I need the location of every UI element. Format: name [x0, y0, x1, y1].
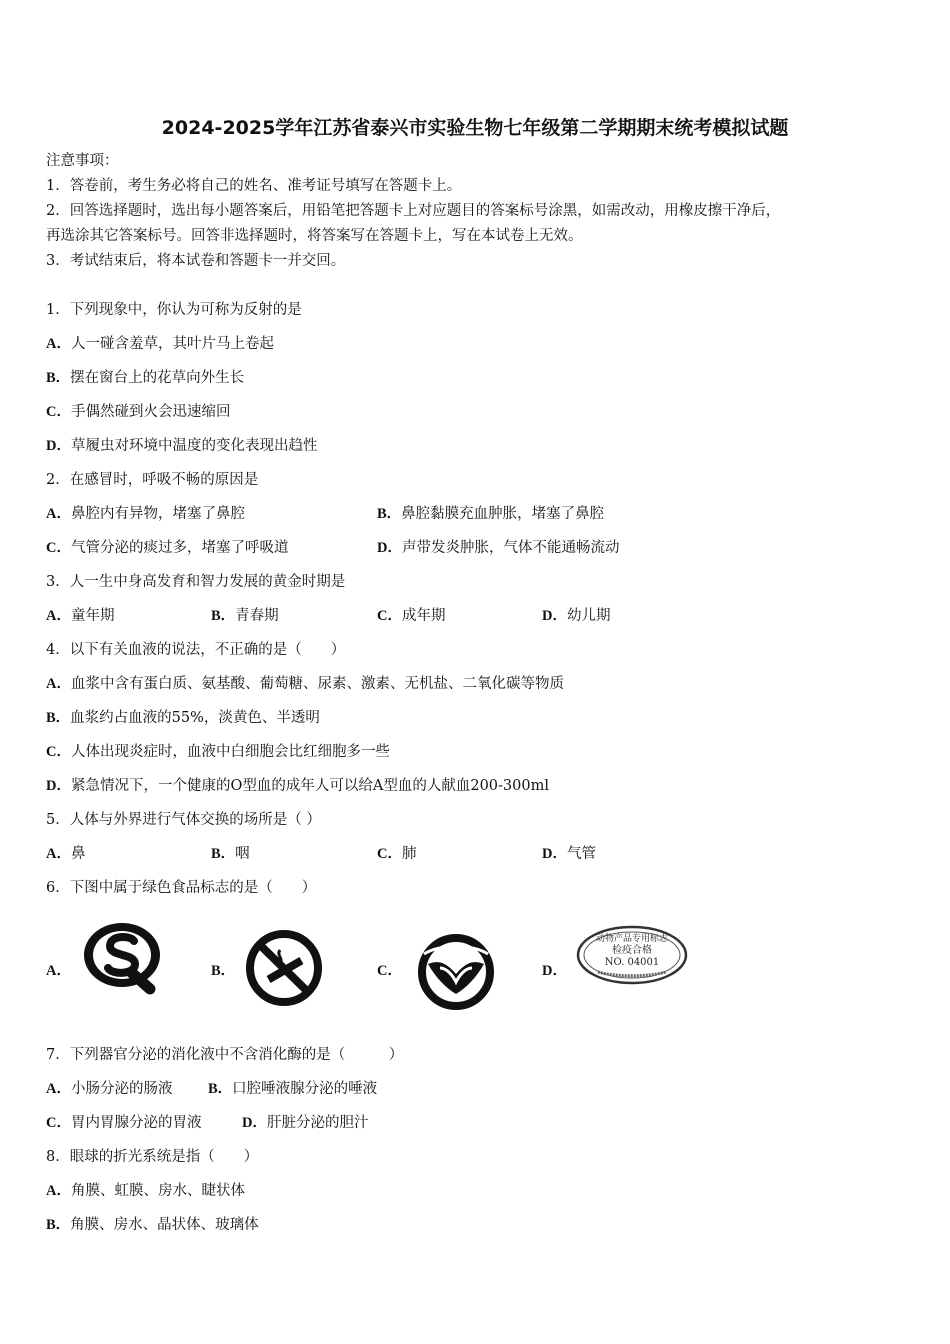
q2-option-a	[46, 504, 245, 524]
stamp-line: NO. 04001	[604, 957, 660, 968]
q2-option-c	[46, 538, 288, 558]
option-key: C．	[377, 963, 402, 979]
question-7-stem: 7．下列器官分泌的消化液中不含消化酶的是（ ）	[46, 1047, 404, 1063]
option-text: 童年期	[70, 608, 115, 624]
q1-option-b	[46, 368, 244, 388]
question-3-stem: 3．人一生中身高发育和智力发展的黄金时期是	[46, 574, 346, 590]
notice-line: 1．答卷前，考生务必将自己的姓名、准考证号填写在答题卡上。	[46, 178, 462, 194]
q3-option-a	[46, 606, 114, 626]
option-text: 血浆中含有蛋白质、氨基酸、葡萄糖、尿素、激素、无机盐、二氧化碳等物质	[70, 676, 564, 692]
option-key: B．	[46, 1217, 71, 1233]
option-key: D．	[542, 608, 567, 624]
q8-option-a	[46, 1181, 245, 1201]
q1-option-c	[46, 402, 230, 422]
q5-option-d	[542, 844, 596, 864]
option-key: C．	[377, 846, 402, 862]
q6-option-b-key	[211, 961, 235, 981]
option-text: 人一碰含羞草，其叶片马上卷起	[70, 336, 274, 352]
q2-option-d	[377, 538, 619, 558]
option-text: 胃内胃腺分泌的胃液	[70, 1115, 202, 1131]
notice-line: 再选涂其它答案标号。回答非选择题时，将答案写在答题卡上，写在本试卷上无效。	[46, 228, 583, 244]
option-key: B．	[377, 506, 402, 522]
q5-option-b	[211, 844, 250, 864]
q7-option-b	[208, 1079, 377, 1099]
stamp-line: 动物产品专用标志	[595, 934, 668, 944]
q7-option-c	[46, 1113, 201, 1133]
option-text: 紧急情况下，一个健康的O型血的成年人可以给A型血的人献血200-300ml	[70, 778, 549, 794]
option-text: 手偶然碰到火会迅速缩回	[70, 404, 231, 420]
question-8-stem: 8．眼球的折光系统是指（ ）	[46, 1149, 259, 1165]
notice-line: 2．回答选择题时，选出每小题答案后，用铅笔把答题卡上对应题目的答案标号涂黑，如需改动，用橡皮擦干净后，	[46, 203, 781, 219]
option-text: 草履虫对环境中温度的变化表现出趋性	[70, 438, 318, 454]
option-text: 角膜、虹膜、房水、睫状体	[70, 1183, 245, 1199]
option-text: 鼻	[70, 846, 86, 862]
q7-option-d	[242, 1113, 368, 1133]
question-1-stem: 1．下列现象中，你认为可称为反射的是	[46, 302, 302, 318]
option-key: D．	[242, 1115, 267, 1131]
q1-option-a	[46, 334, 274, 354]
question-6-stem: 6．下图中属于绿色食品标志的是（ ）	[46, 880, 317, 896]
option-key: C．	[46, 744, 71, 760]
no-smoking-icon	[240, 930, 330, 1006]
option-text: 鼻腔黏膜充血肿胀，堵塞了鼻腔	[401, 506, 605, 522]
option-key: C．	[377, 608, 402, 624]
option-key: B．	[211, 846, 236, 862]
q1-option-d	[46, 436, 317, 456]
option-text: 气管分泌的痰过多，堵塞了呼吸道	[70, 540, 289, 556]
option-text: 幼儿期	[566, 608, 611, 624]
option-key: D．	[542, 963, 567, 979]
q4-option-a	[46, 674, 564, 694]
q6-option-a-key	[46, 961, 71, 981]
question-2-stem: 2．在感冒时，呼吸不畅的原因是	[46, 472, 259, 488]
option-key: A．	[46, 676, 71, 692]
option-text: 鼻腔内有异物，堵塞了鼻腔	[70, 506, 245, 522]
qs-logo-icon	[80, 919, 168, 999]
q4-option-b	[46, 708, 320, 728]
option-key: A．	[46, 1183, 71, 1199]
option-key: B．	[211, 608, 236, 624]
option-key: A．	[46, 963, 71, 979]
option-text: 口腔唾液腺分泌的唾液	[232, 1081, 378, 1097]
green-food-icon	[410, 934, 502, 1010]
option-key: A．	[46, 846, 71, 862]
option-key: C．	[46, 404, 71, 420]
option-text: 摆在窗台上的花草向外生长	[70, 370, 245, 386]
option-key: A．	[46, 336, 71, 352]
option-key: B．	[46, 370, 71, 386]
option-key: D．	[542, 846, 567, 862]
q4-option-d	[46, 776, 549, 796]
q3-option-c	[377, 606, 445, 626]
option-key: A．	[46, 1081, 71, 1097]
option-text: 青春期	[235, 608, 279, 624]
option-key: C．	[46, 1115, 71, 1131]
option-key: B．	[208, 1081, 233, 1097]
option-text: 血浆约占血液的55%，淡黄色、半透明	[70, 710, 320, 726]
q3-option-b	[211, 606, 279, 626]
option-key: D．	[46, 778, 71, 794]
option-text: 气管	[566, 846, 596, 862]
option-text: 成年期	[401, 608, 446, 624]
option-text: 人体出现炎症时，血液中白细胞会比红细胞多一些	[70, 744, 390, 760]
question-5-stem: 5．人体与外界进行气体交换的场所是（ ）	[46, 812, 321, 828]
q4-option-c	[46, 742, 390, 762]
quarantine-stamp	[576, 925, 688, 985]
q6-option-d-key	[542, 961, 567, 981]
q5-option-a	[46, 844, 85, 864]
stamp-line: 检疫合格	[612, 945, 652, 956]
option-text: 咽	[235, 846, 250, 862]
option-key: B．	[211, 963, 236, 979]
option-key: B．	[46, 710, 71, 726]
option-key: A．	[46, 506, 71, 522]
notice-heading: 注意事项：	[46, 153, 119, 169]
q8-option-b	[46, 1215, 259, 1235]
question-4-stem: 4．以下有关血液的说法，不正确的是（ ）	[46, 642, 346, 658]
q5-option-c	[377, 844, 416, 864]
q3-option-d	[542, 606, 610, 626]
q6-option-c-key	[377, 961, 402, 981]
option-text: 肺	[401, 846, 417, 862]
option-text: 声带发炎肿胀，气体不能通畅流动	[401, 540, 620, 556]
option-text: 小肠分泌的肠液	[70, 1081, 173, 1097]
page-title: 2024-2025学年江苏省泰兴市实验生物七年级第二学期期末统考模拟试题	[161, 117, 789, 139]
option-key: C．	[46, 540, 71, 556]
option-text: 肝脏分泌的胆汁	[266, 1115, 369, 1131]
q7-option-a	[46, 1079, 172, 1099]
option-key: D．	[377, 540, 402, 556]
option-text: 角膜、房水、晶状体、玻璃体	[70, 1217, 259, 1233]
notice-line: 3．考试结束后，将本试卷和答题卡一并交回。	[46, 253, 346, 269]
q2-option-b	[377, 504, 604, 524]
option-key: D．	[46, 438, 71, 454]
option-key: A．	[46, 608, 71, 624]
